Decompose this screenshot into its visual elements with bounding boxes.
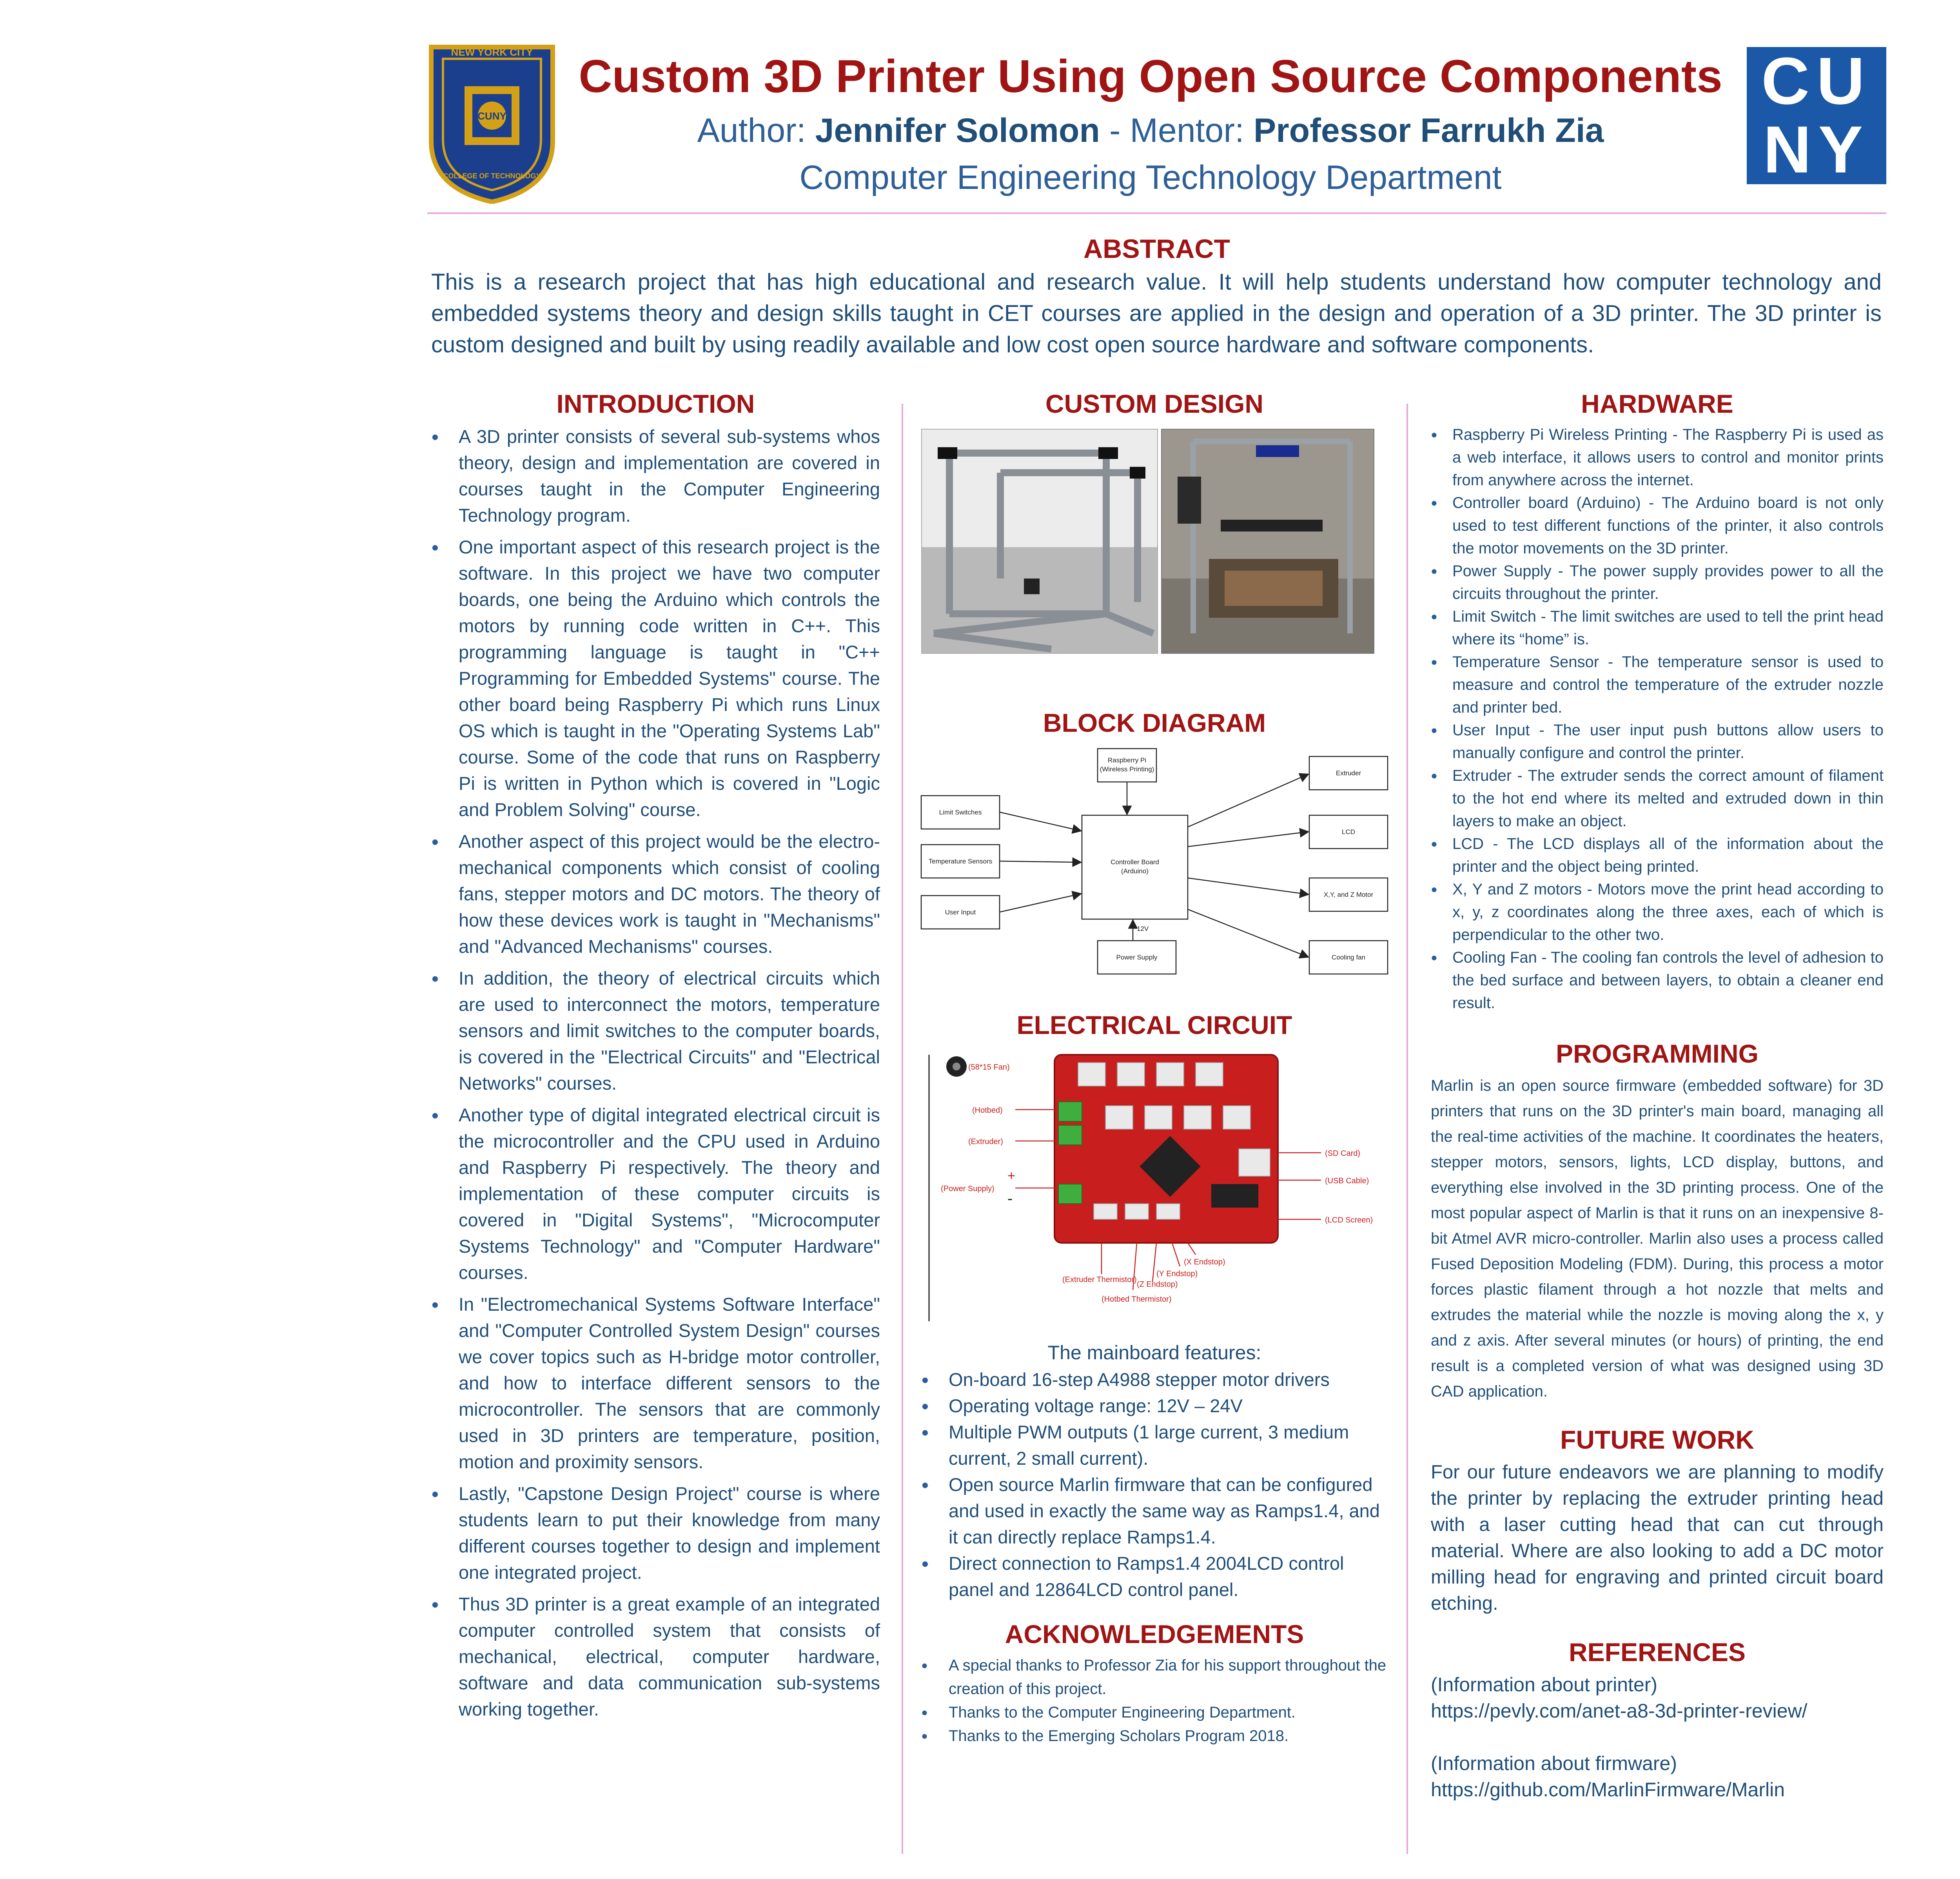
list-item: ● Raspberry Pi Wireless Printing - The Raspberry Pi is used as a web interface, it allows users to control and monitor prints from anywhere across the internet. <box>1431 423 1884 492</box>
author-line <box>564 109 1737 152</box>
list-item: ● A special thanks to Professor Zia for his support throughout the creation of this project. <box>921 1654 1392 1701</box>
mentor-label: - Mentor: <box>1109 112 1244 149</box>
bd-lcd-label: LCD <box>1341 828 1356 836</box>
list-item: ● One important aspect of this research project is the software. In this project we have two computer boards, one being the Arduino which controls the motors by running code written in C++. This programming language is taught in "C++ Programming for Embedded Systems" course. The other board being Raspberry Pi which runs Linux OS which is taught in the "Operating Systems Lab" course. Some of the code that runs on Raspberry Pi is written in Python which is covered in "Logic and Problem Solving" course. <box>431 534 880 823</box>
mainboard-features-list <box>921 1366 1392 1603</box>
extruder-thermistor-label: (Extruder Thermistor) <box>1062 1275 1137 1284</box>
list-item: ● Controller board (Arduino) - The Arduino board is not only used to test different functions of the printer, it also controls the motor movements on the 3D printer. <box>1431 492 1884 560</box>
list-item: ● LCD - The LCD displays all of the information about the printer and the object being printed. <box>1431 832 1884 878</box>
list-item: ● Direct connection to Ramps1.4 2004LCD control panel and 12864LCD control panel. <box>921 1550 1392 1603</box>
z-endstop-label: (Z Endstop) <box>1137 1280 1178 1289</box>
column-divider-2 <box>1406 404 1408 1854</box>
list-item: ● Another type of digital integrated electrical circuit is the microcontroller and the CPU used in Arduino and Raspberry Pi respectively. The theory and implementation of these computer circuits is covered in "Digital Systems", "Microcomputer Systems Technology" and "Computer Hardware" courses. <box>431 1102 880 1286</box>
references-title: REFERENCES <box>1568 1638 1746 1667</box>
y-endstop-label: (Y Endstop) <box>1156 1270 1198 1278</box>
list-item: ● Power Supply - The power supply provides power to all the circuits throughout the printer. <box>1431 560 1884 605</box>
bd-power-supply-label: Power Supply <box>1116 954 1158 961</box>
author-name: Jennifer Solomon <box>815 112 1100 149</box>
column-divider-1 <box>902 404 903 1854</box>
programming-title: PROGRAMMING <box>1556 1039 1759 1068</box>
acknowledgements-title: ACKNOWLEDGEMENTS <box>1005 1620 1304 1649</box>
list-item: ● Thanks to the Emerging Scholars Program 2018. <box>921 1724 1392 1748</box>
list-item: ● A 3D printer consists of several sub-systems whos theory, design and implementation are covered in courses taught in the Computer Engineering Technology program. <box>431 423 880 528</box>
reference-spacer <box>1431 1724 1884 1750</box>
list-item: ● X, Y and Z motors - Motors move the print head according to x, y, z coordinates along the three axes, each of which is perpendicular to the other two. <box>1431 878 1884 946</box>
extruder-label: (Extruder) <box>968 1137 1003 1146</box>
introduction-section <box>431 384 880 1728</box>
list-item: ● Thus 3D printer is a great example of an integrated computer controlled system that consists of mechanical, electrical, computer hardware, software and data communication sub-systems working together. <box>431 1591 880 1722</box>
seal-center-text: CUNY <box>477 110 506 122</box>
cuny-logo-bottom: NY <box>1763 112 1870 187</box>
future-work-text: For our future endeavors we are planning to modify the printer by replacing the extruder printing head with a laser cutting head that can cut through material. Where are also looking to add a DC motor milling head for engraving and printed circuit board etching. <box>1431 1462 1884 1614</box>
power-supply-label: (Power Supply) <box>941 1184 995 1193</box>
poster-title: Custom 3D Printer Using Open Source Components <box>579 51 1722 102</box>
reference-1-url[interactable]: https://pevly.com/anet-a8-3d-printer-review/ <box>1431 1700 1808 1722</box>
acknowledgements-section <box>913 1614 1396 1748</box>
bd-limit-switches-label: Limit Switches <box>939 809 982 816</box>
hotbed-thermistor-label: (Hotbed Thermistor) <box>1102 1295 1172 1304</box>
bd-raspberry-pi-sub: (Wireless Printing) <box>1100 765 1154 773</box>
middle-column <box>913 384 1396 1748</box>
list-item: ● Limit Switch - The limit switches are used to tell the print head where its “home” is. <box>1431 605 1884 651</box>
future-work-title: FUTURE WORK <box>1560 1425 1754 1454</box>
bd-raspberry-pi-label: Raspberry Pi <box>1107 756 1147 764</box>
printer-frame-photo <box>921 429 1158 654</box>
header-divider <box>427 212 1886 214</box>
list-item: ● Open source Marlin firmware that can be configured and used in exactly the same way as Ramps1.4, and it can directly replace Ramps1.4. <box>921 1471 1392 1550</box>
plus-label: + <box>1007 1168 1015 1183</box>
bd-controller-board-sub: (Arduino) <box>1121 867 1149 875</box>
department: Computer Engineering Technology Department <box>799 159 1502 196</box>
programming-text: Marlin is an open source firmware (embedded software) for 3D printers that runs on the 3D printer's main board, managing all the real-time activities of the machine. It coordinates the heaters, stepper motors, sensors, lights, LCD display, buttons, and everything else involved in the 3D printing process. One of the most popular aspect of Marlin is that it runs on an inexpensive 8-bit Atmel AVR micro-controller. Marlin also uses a process called Fused Deposition Modeling (FDM). During, this process a motor forces plastic filament through a hot nozzle that melts and extrudes the material while the nozzle is moving along the x, y and z axis. After several minutes (or hours) of printing, the end result is a completed version of what was designed using 3D CAD application. <box>1431 1077 1884 1400</box>
electrical-circuit-title: ELECTRICAL CIRCUIT <box>1016 1010 1292 1039</box>
usb-cable-label: (USB Cable) <box>1325 1177 1369 1185</box>
sd-card-label: (SD Card) <box>1325 1149 1361 1158</box>
list-item: ● User Input - The user input push buttons allow users to manually configure and control the printer. <box>1431 719 1884 764</box>
references-list <box>1431 1672 1884 1803</box>
list-item: ● Extruder - The extruder sends the correct amount of filament to the hot end where its melted and extruded down in thin layers to make an object. <box>1431 764 1884 832</box>
list-item: ● Multiple PWM outputs (1 large current, 3 medium current, 2 small current). <box>921 1419 1392 1471</box>
author-label: Author: <box>697 112 806 149</box>
list-item: ● Thanks to the Computer Engineering Department. <box>921 1701 1392 1724</box>
hardware-list <box>1431 423 1884 1014</box>
list-item: ● Another aspect of this project would be the electro-mechanical components which consist of cooling fans, stepper motors and DC motors. The theory of how these devices work is taught in "Mechanisms" and "Advanced Mechanisms" courses. <box>431 828 880 959</box>
custom-design-photos <box>913 429 1396 652</box>
list-item: ● In addition, the theory of electrical circuits which are used to interconnect the motors, temperature sensors and limit switches to the computer boards, is covered in the "Electrical Circuits" and "Electrical Networks" courses. <box>431 965 880 1096</box>
bd-temperature-sensors-label: Temperature Sensors <box>928 858 993 865</box>
city-tech-seal-logo <box>427 43 557 204</box>
bd-voltage-label: 12V <box>1136 925 1149 932</box>
lcd-screen-label: (LCD Screen) <box>1325 1216 1373 1224</box>
introduction-title: INTRODUCTION <box>556 389 755 418</box>
list-item: ● Temperature Sensor - The temperature sensor is used to measure and control the temperature of the extruder nozzle and printer bed. <box>1431 651 1884 719</box>
seal-top-text: NEW YORK CITY <box>451 46 533 58</box>
reference-2-url[interactable]: https://github.com/MarlinFirmware/Marlin <box>1431 1779 1785 1801</box>
hardware-title: HARDWARE <box>1581 389 1733 418</box>
x-endstop-label: (X Endstop) <box>1184 1258 1225 1266</box>
assembled-printer-photo <box>1161 429 1374 654</box>
introduction-list <box>431 423 880 1722</box>
bd-user-input-label: User Input <box>945 909 976 916</box>
abstract-title: ABSTRACT <box>1083 234 1230 264</box>
list-item: ● Operating voltage range: 12V – 24V <box>921 1393 1392 1419</box>
mentor-name: Professor Farrukh Zia <box>1253 112 1604 149</box>
electrical-circuit-diagram <box>913 1047 1396 1329</box>
reference-1-label: (Information about printer) <box>1431 1674 1658 1696</box>
block-diagram <box>913 745 1396 996</box>
custom-design-title: CUSTOM DESIGN <box>1045 389 1264 418</box>
bd-motors-label: X,Y, and Z Motor <box>1323 891 1374 898</box>
abstract-text: This is a research project that has high educational and research value. It will help students understand how computer technology and embedded systems theory and design skills taught in CET courses are applied in the design and operation of a 3D printer. The 3D printer is custom designed and built by using readily available and low cost open source hardware and software components. <box>431 269 1882 357</box>
bd-controller-board-label: Controller Board <box>1111 858 1159 866</box>
fan-label: (58*15 Fan) <box>968 1063 1010 1072</box>
block-diagram-title: BLOCK DIAGRAM <box>1043 708 1266 737</box>
mainboard-features-title: The mainboard features: <box>1047 1342 1261 1364</box>
list-item: ● Lastly, "Capstone Design Project" course is where students learn to put their knowledge from many different courses together to design and implement one integrated project. <box>431 1480 880 1585</box>
bd-extruder-label: Extruder <box>1336 769 1361 777</box>
minus-label: - <box>1007 1190 1013 1207</box>
acknowledgements-list <box>921 1654 1392 1748</box>
list-item: ● Cooling Fan - The cooling fan controls the level of adhesion to the bed surface and between layers, to obtain a cleaner end result. <box>1431 946 1884 1014</box>
seal-bottom-text: COLLEGE OF TECHNOLOGY <box>443 172 541 180</box>
bd-cooling-fan-label: Cooling fan <box>1331 954 1366 961</box>
reference-2-label: (Information about firmware) <box>1431 1752 1677 1774</box>
cuny-logo <box>1747 44 1886 187</box>
hotbed-label: (Hotbed) <box>972 1106 1003 1115</box>
list-item: ● In "Electromechanical Systems Software Interface" and "Computer Controlled System Design" courses we cover topics such as H-bridge motor controller, and how to interface different sensors to the microcontroller. The sensors that are commonly used in 3D printers are temperature, position, motion and proximity sensors. <box>431 1291 880 1475</box>
right-column <box>1431 384 1884 1803</box>
cuny-logo-top: CU <box>1761 44 1872 118</box>
list-item: ● On-board 16-step A4988 stepper motor drivers <box>921 1366 1392 1393</box>
